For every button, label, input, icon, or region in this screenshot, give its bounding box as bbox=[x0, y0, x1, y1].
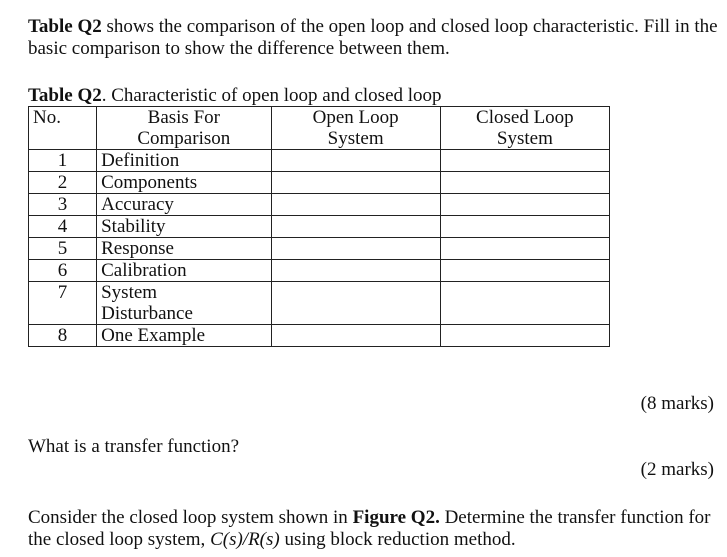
row-basis: Response bbox=[97, 238, 271, 260]
intro-text: shows the comparison of the open loop and closed loop characteristic. Fill in the basic comparison to show the difference between them. bbox=[28, 16, 718, 59]
closed-loop-cell[interactable] bbox=[440, 325, 609, 347]
row-basis-line1: System bbox=[101, 282, 158, 303]
header-basis bbox=[97, 107, 271, 150]
row-number: 4 bbox=[29, 216, 97, 238]
open-loop-cell[interactable] bbox=[271, 282, 440, 325]
closed-loop-cell[interactable] bbox=[440, 238, 609, 260]
header-no: No. bbox=[29, 107, 97, 150]
table-row bbox=[29, 260, 610, 282]
open-loop-cell[interactable] bbox=[271, 325, 440, 347]
row-basis: Stability bbox=[97, 216, 271, 238]
closed-loop-cell[interactable] bbox=[440, 194, 609, 216]
closed-loop-cell[interactable] bbox=[440, 150, 609, 172]
header-closed-line1: Closed Loop bbox=[476, 107, 574, 128]
row-number: 6 bbox=[29, 260, 97, 282]
open-loop-cell[interactable] bbox=[271, 238, 440, 260]
question-transfer-function: What is a transfer function? bbox=[28, 436, 240, 457]
question-block-reduction bbox=[28, 507, 718, 551]
table-row bbox=[29, 150, 610, 172]
table-row bbox=[29, 325, 610, 347]
row-number: 1 bbox=[29, 150, 97, 172]
row-basis: One Example bbox=[97, 325, 271, 347]
q3-transfer-expr: C(s)/R(s) bbox=[210, 529, 280, 550]
header-basis-line2: Comparison bbox=[137, 128, 231, 149]
closed-loop-cell[interactable] bbox=[440, 282, 609, 325]
open-loop-cell[interactable] bbox=[271, 150, 440, 172]
row-basis: Components bbox=[97, 172, 271, 194]
table-header-row bbox=[29, 107, 610, 150]
open-loop-cell[interactable] bbox=[271, 216, 440, 238]
row-basis-line2: Disturbance bbox=[101, 303, 193, 324]
caption-text: . Characteristic of open loop and closed loop bbox=[101, 85, 442, 106]
row-number: 2 bbox=[29, 172, 97, 194]
row-basis: Calibration bbox=[97, 260, 271, 282]
closed-loop-cell[interactable] bbox=[440, 216, 609, 238]
row-basis bbox=[97, 282, 271, 325]
open-loop-cell[interactable] bbox=[271, 260, 440, 282]
q3-figure-ref: Figure Q2. bbox=[352, 507, 440, 528]
closed-loop-cell[interactable] bbox=[440, 260, 609, 282]
header-open-line2: System bbox=[327, 128, 384, 149]
table-row bbox=[29, 238, 610, 260]
open-loop-cell[interactable] bbox=[271, 194, 440, 216]
question-intro bbox=[28, 16, 718, 60]
header-closed-line2: System bbox=[496, 128, 553, 149]
table-row bbox=[29, 216, 610, 238]
q3-text1: Consider the closed loop system shown in bbox=[28, 507, 353, 528]
header-basis-line1: Basis For bbox=[147, 107, 220, 128]
table-row bbox=[29, 282, 610, 325]
row-number: 7 bbox=[29, 282, 97, 325]
open-loop-cell[interactable] bbox=[271, 172, 440, 194]
q3-text2: Determine the transfer function for the closed loop system, bbox=[28, 507, 711, 550]
header-open-loop bbox=[271, 107, 440, 150]
caption-table-ref: Table Q2 bbox=[28, 85, 102, 106]
row-basis: Definition bbox=[97, 150, 271, 172]
row-number: 5 bbox=[29, 238, 97, 260]
intro-table-ref: Table Q2 bbox=[28, 16, 102, 37]
comparison-table bbox=[28, 106, 610, 347]
q3-text3: using block reduction method. bbox=[279, 529, 516, 550]
table-caption bbox=[28, 86, 442, 106]
row-basis: Accuracy bbox=[97, 194, 271, 216]
table-row bbox=[29, 194, 610, 216]
marks-q2a: (8 marks) bbox=[640, 393, 714, 414]
row-number: 3 bbox=[29, 194, 97, 216]
closed-loop-cell[interactable] bbox=[440, 172, 609, 194]
table-row bbox=[29, 172, 610, 194]
header-open-line1: Open Loop bbox=[312, 107, 399, 128]
marks-q2b: (2 marks) bbox=[640, 459, 714, 480]
header-closed-loop bbox=[440, 107, 609, 150]
row-number: 8 bbox=[29, 325, 97, 347]
